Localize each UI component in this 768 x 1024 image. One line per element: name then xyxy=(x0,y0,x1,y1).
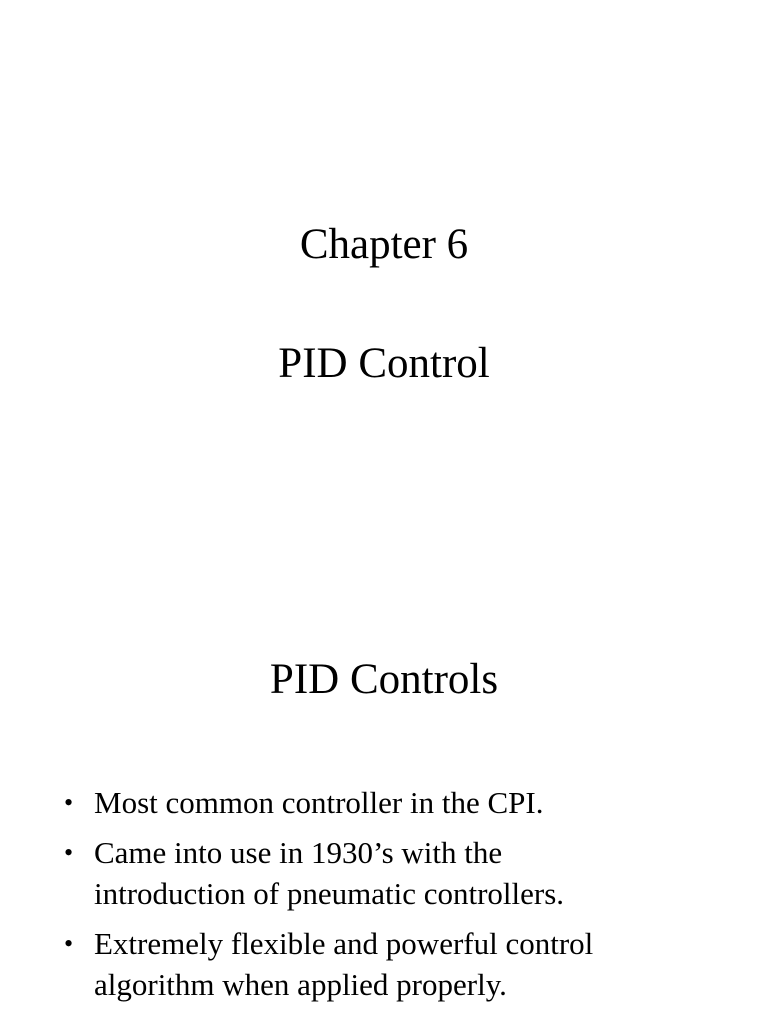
bullet-point-icon: • xyxy=(64,838,74,867)
chapter-label: Chapter 6 xyxy=(299,221,469,268)
bullet-point-icon: • xyxy=(64,929,74,958)
bullet-item xyxy=(0,923,768,1005)
bullet-text-line: introduction of pneumatic controllers. xyxy=(94,876,565,911)
bullet-item xyxy=(0,782,768,823)
bullet-text-line: algorithm when applied properly. xyxy=(94,967,507,1002)
bullet-point-icon: • xyxy=(64,788,74,817)
content-slide xyxy=(0,560,768,1024)
bullet-list xyxy=(0,782,768,1014)
bullet-text-line: Extremely flexible and powerful control xyxy=(94,926,594,961)
bullet-item xyxy=(0,832,768,914)
bullet-text-line: Came into use in 1930’s with the xyxy=(94,835,503,870)
bullet-text-line: Most common controller in the CPI. xyxy=(94,785,544,820)
chapter-title: PID Control xyxy=(278,340,490,387)
slide-title: PID Controls xyxy=(269,656,499,703)
